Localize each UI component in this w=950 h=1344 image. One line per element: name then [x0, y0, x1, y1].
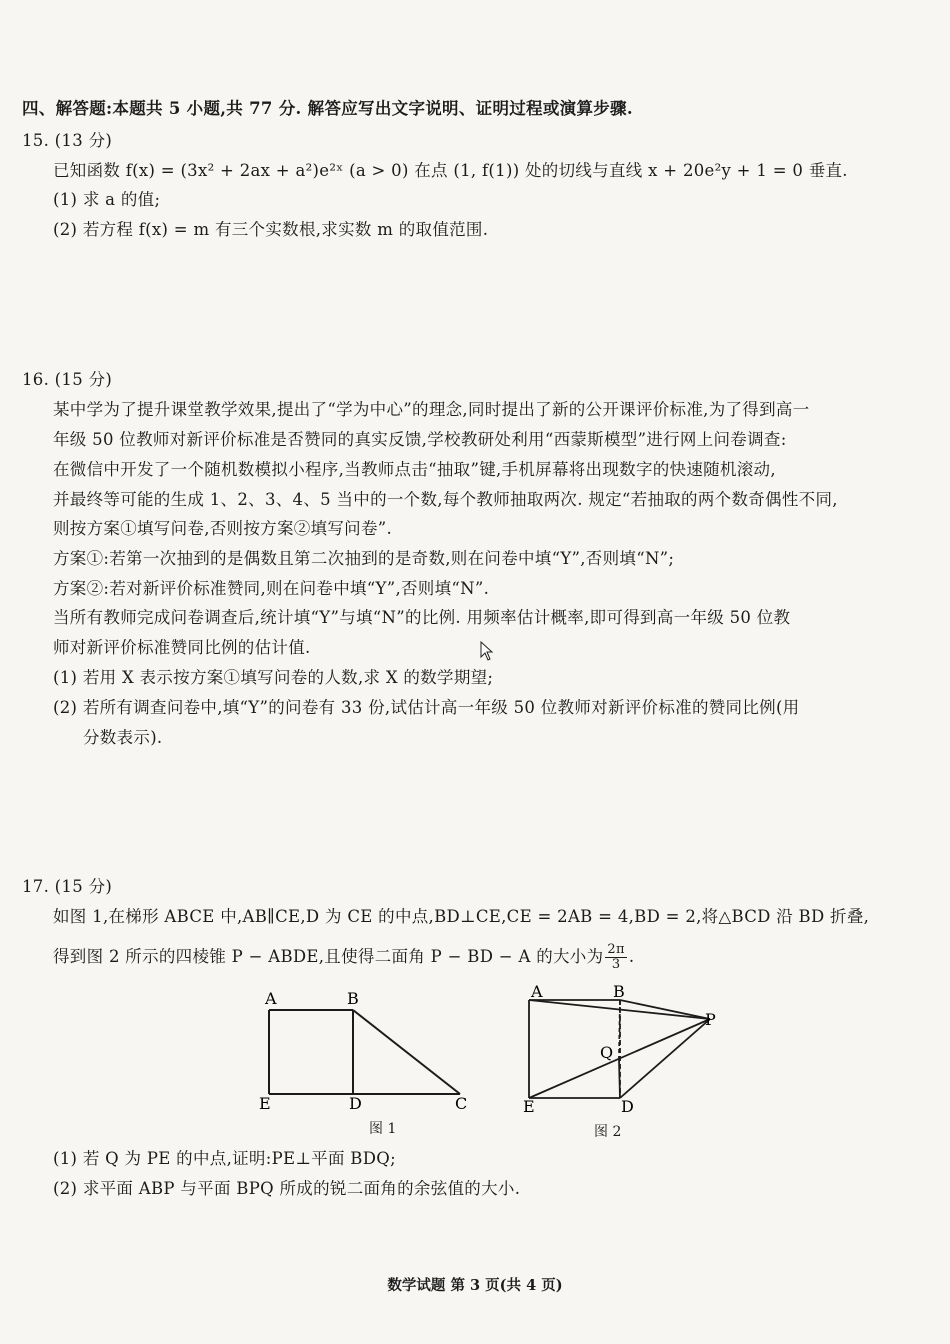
- q16-line5: 则按方案①填写问卷,否则按方案②填写问卷”.: [53, 519, 393, 538]
- fig2-label-D: D: [621, 1097, 634, 1116]
- fig1-label-C: C: [455, 1094, 468, 1113]
- figure-2-caption: 图 2: [594, 1124, 622, 1140]
- fig1-edge-BC: [353, 1010, 460, 1094]
- q15-part1: (1) 求 a 的值;: [53, 190, 161, 209]
- q16-line2: 年级 50 位教师对新评价标准是否赞同的真实反馈,学校教研处利用“西蒙斯模型”进行网上问卷调查:: [53, 430, 787, 449]
- q16-line1: 某中学为了提升课堂教学效果,提出了“学为中心”的理念,同时提出了新的公开课评价标准,为了得到高一: [53, 400, 810, 419]
- figure-2-pyramid: [515, 985, 730, 1120]
- page-footer: 数学试题 第 3 页(共 4 页): [387, 1277, 563, 1294]
- fig2-edge-BQ: [619, 1000, 620, 1059]
- fig2-edge-BP: [620, 1000, 710, 1019]
- fig2-label-Q: Q: [600, 1043, 614, 1062]
- frac-denominator: 3: [611, 957, 621, 972]
- q16-part2-cont: 分数表示).: [83, 728, 163, 747]
- q17-part2: (2) 求平面 ABP 与平面 BPQ 所成的锐二面角的余弦值的大小.: [53, 1179, 521, 1198]
- fig2-label-E: E: [523, 1097, 535, 1116]
- fig1-label-B: B: [347, 990, 359, 1008]
- q17-line2-text: 得到图 2 所示的四棱锥 P − ABDE,且使得二面角 P − BD − A 的大小为: [53, 947, 604, 966]
- section-title: 四、解答题:本题共 5 小题,共 77 分. 解答应写出文字说明、证明过程或演算步骤.: [22, 99, 633, 118]
- q15-number: 15. (13 分): [22, 131, 113, 150]
- fig2-edge-DP: [620, 1019, 710, 1098]
- q17-line2: [53, 943, 634, 972]
- fraction-2pi-over-3: [605, 943, 626, 972]
- q17-line2-end: .: [628, 947, 635, 966]
- fig1-label-D: D: [349, 1094, 362, 1113]
- q17-line1: 如图 1,在梯形 ABCE 中,AB∥CE,D 为 CE 的中点,BD⊥CE,CE = 2AB = 4,BD = 2,将△BCD 沿 BD 折叠,: [53, 907, 870, 926]
- q17-part1: (1) 若 Q 为 PE 的中点,证明:PE⊥平面 BDQ;: [53, 1149, 396, 1168]
- q16-line6: 方案①:若第一次抽到的是偶数且第二次抽到的是奇数,则在问卷中填“Y”,否则填“N”;: [53, 549, 675, 568]
- q16-line3: 在微信中开发了一个随机数模拟小程序,当教师点击“抽取”键,手机屏幕将出现数字的快速随机滚动,: [53, 460, 776, 479]
- fig2-label-P: P: [705, 1010, 716, 1029]
- q16-number: 16. (15 分): [22, 370, 113, 389]
- q16-part1: (1) 若用 X 表示按方案①填写问卷的人数,求 X 的数学期望;: [53, 668, 494, 687]
- figure-1-trapezoid: [255, 990, 475, 1120]
- q15-stem: 已知函数 f(x) = (3x² + 2ax + a²)e²ˣ (a > 0) 在点 (1, f(1)) 处的切线与直线 x + 20e²y + 1 = 0 垂直.: [53, 161, 848, 180]
- q16-part2: (2) 若所有调查问卷中,填“Y”的问卷有 33 份,试估计高一年级 50 位教师对新评价标准的赞同比例(用: [53, 698, 800, 717]
- q16-line7: 方案②:若对新评价标准赞同,则在问卷中填“Y”,否则填“N”.: [53, 579, 490, 598]
- fig1-label-A: A: [265, 990, 277, 1008]
- fig2-edge-QD: [619, 1059, 620, 1098]
- fig1-label-E: E: [259, 1094, 271, 1113]
- q15-part2: (2) 若方程 f(x) = m 有三个实数根,求实数 m 的取值范围.: [53, 220, 489, 239]
- fig2-label-A: A: [531, 985, 543, 1001]
- mouse-cursor-icon: [480, 641, 496, 663]
- frac-numerator: 2π: [607, 942, 625, 957]
- q17-number: 17. (15 分): [22, 877, 113, 896]
- q16-line9: 师对新评价标准赞同比例的估计值.: [53, 638, 311, 657]
- figure-1-caption: 图 1: [369, 1121, 397, 1137]
- q16-line4: 并最终等可能的生成 1、2、3、4、5 当中的一个数,每个教师抽取两次. 规定“若抽取的两个数奇偶性不同,: [53, 490, 838, 509]
- q16-line8: 当所有教师完成问卷调查后,统计填“Y”与填“N”的比例. 用频率估计概率,即可得到高一年级 50 位教: [53, 608, 791, 627]
- fig2-label-B: B: [613, 985, 625, 1001]
